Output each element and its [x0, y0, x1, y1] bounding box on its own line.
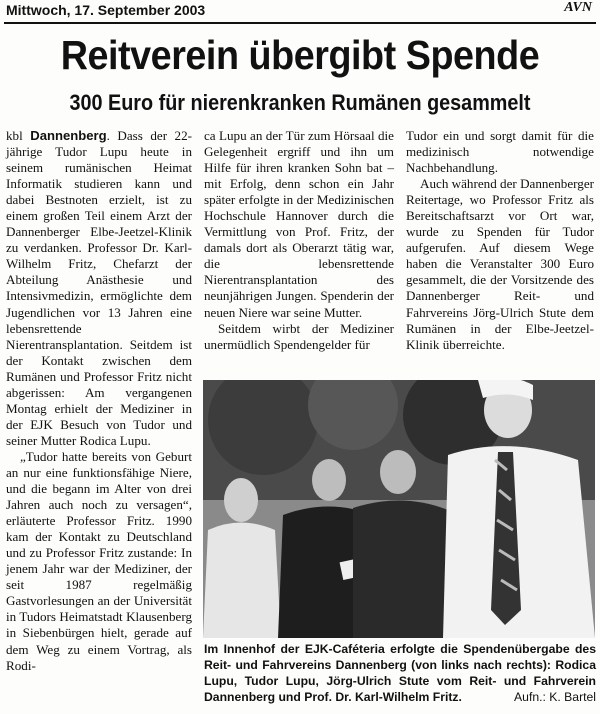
paragraph-text: . Dass der 22-jährige Tudor Lupu heute in seinem rumänischen Heimat Informatik studieren kann und dabei Bestnoten erzielt, ist zu einem großen Teil einem Arzt der Dannenberger Elbe-Jeetzel-Klinik zu verdanken. Professor Dr. Karl-Wilhelm Fritz, Chefarzt der Abteilung Anästhesie und Intensivmedizin, ermöglichte dem Jugendlichen vor 13 Jahren eine lebensrettende Nierentransplantation. Seitdem ist der Kontakt zwischen dem Rumänen und Professor Fritz nicht abgerissen: Am vergangenen Montag erhielt der Mediziner in der EJK Besuch von Tudor und seiner Mutter Rodica Lupu.	[6, 128, 192, 448]
paragraph: Seitdem wirbt der Mediziner unermüdlich Spendengelder für	[204, 320, 394, 352]
subheadline: 300 Euro für nierenkranken Rumänen gesammelt	[69, 90, 531, 115]
photo-caption	[204, 641, 596, 705]
caption-text: Im Innenhof der EJK-Caféteria erfolgte die Spendenübergabe des Reit- und Fahrvereins Dannenberg (von links nach rechts): Rodica Lupu, Tudor Lupu, Jörg-Ulrich Stute vom Reit- und Fahrverein Dannenberg und Prof. Dr. Karl-Wilhelm Fritz.	[204, 642, 596, 704]
paragraph	[6, 128, 192, 449]
dateline: Mittwoch, 17. September 2003	[6, 2, 206, 18]
headline: Reitverein übergibt Spende	[60, 32, 540, 78]
paragraph: Tudor ein und sorgt damit für die medizinisch notwendige Nachbehandlung.	[406, 128, 594, 176]
article-column-2	[204, 128, 394, 353]
article-column-1	[6, 128, 192, 674]
photo-image	[203, 380, 595, 638]
header-rule	[4, 22, 596, 24]
author-tag: kbl	[6, 128, 31, 143]
photo-credit: Aufn.: K. Bartel	[514, 690, 596, 704]
news-photo	[203, 380, 595, 638]
newspaper-logo: AVN	[564, 0, 592, 15]
dateline-place: Dannenberg	[30, 128, 107, 143]
paragraph: „Tudor hatte bereits von Geburt an nur eine funktionsfähige Niere, und die begann im Alter von drei Jahren auch noch zu versagen“, erläuterte Professor Fritz. 1990 kam der Kontakt zu Deutschland und zu Professor Fritz zustande: In jenem Jahr war der Mediziner, der seit 1987 regelmäßig Gastvorlesungen an der Universität in Tudors Heimatstadt Klausenberg in Siebenbürgen hielt, gerade auf dem Weg zu einem Vortrag, als Rodi-	[6, 448, 192, 673]
paragraph: Auch während der Dannenberger Reitertage, wo Professor Fritz als Bereitschaftsarzt vor Ort war, wurde zu Spenden für Tudor aufgerufen. Auf diesem Wege haben die Veranstalter 300 Euro gesammelt, die der Vorsitzende des Dannenberger Reit- und Fahrvereins Jörg-Ulrich Stute dem Rumänen in der Elbe-Jeetzel-Klinik überreichte.	[406, 176, 594, 352]
article-column-3	[406, 128, 594, 353]
paragraph: ca Lupu an der Tür zum Hörsaal die Gelegenheit ergriff und ihn um Hilfe für ihren kranken Sohn bat – mit Erfolg, denn schon ein Jahr später erfolgte in der Medizinischen Hochschule Hannover durch die Vermittlung von Prof. Fritz, der damals dort als Oberarzt tätig war, die lebensrettende Nierentransplantation des neunjährigen Jungen. Spenderin der neuen Niere war seine Mutter.	[204, 128, 394, 320]
